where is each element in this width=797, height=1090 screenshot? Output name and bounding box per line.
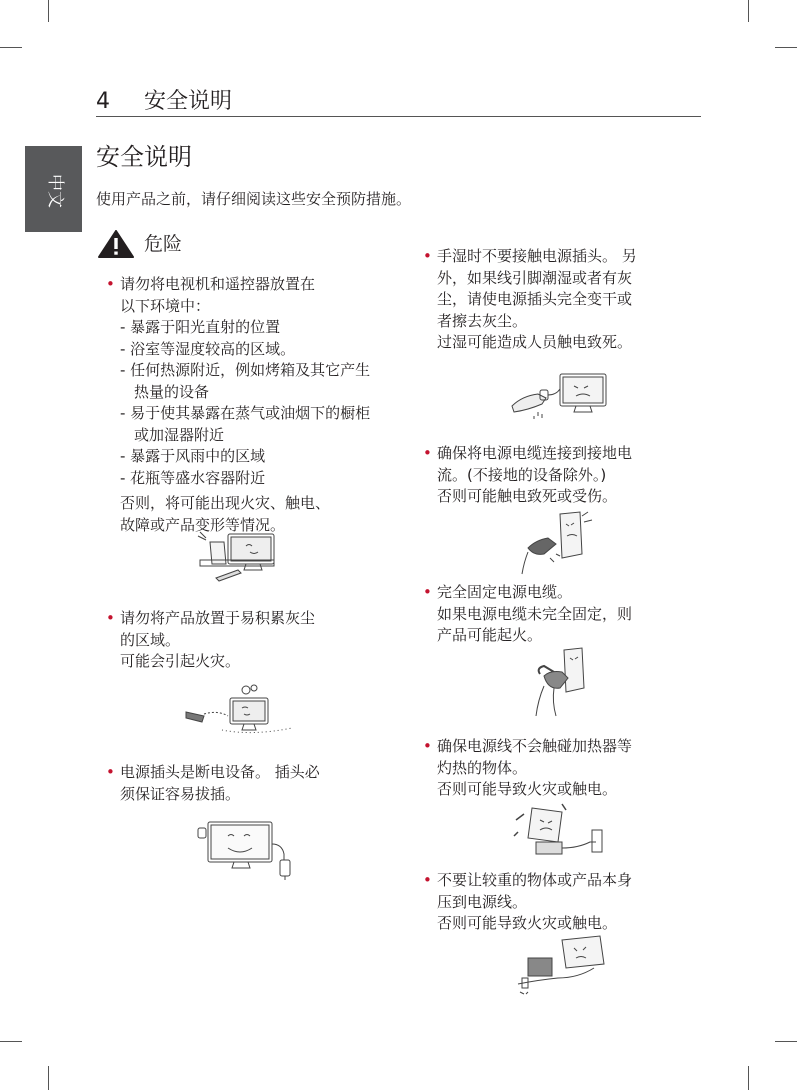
item-text: 手湿时不要接触电源插头。 另 <box>437 247 637 265</box>
item-text: 的区域。 <box>120 630 181 649</box>
sub-item: - 暴露于风雨中的区域 <box>120 447 266 465</box>
item-text: 否则可能导致火灾或触电。 <box>437 914 618 932</box>
item-text: 请勿将电视机和遥控器放置在 <box>120 275 316 293</box>
language-tab-label: 中文 <box>45 174 65 208</box>
item-text: 须保证容易拔插。 <box>120 784 241 803</box>
item-text: 尘，请使电源插头完全变干或 <box>437 290 633 308</box>
item-text: 者擦去灰尘。 <box>437 311 528 330</box>
item-text: 完全固定电源电缆。 <box>437 583 573 601</box>
item-text: 灼热的物体。 <box>437 758 528 777</box>
bullet-icon: • <box>106 609 115 627</box>
cable-heater-illustration <box>512 802 604 860</box>
bullet-icon: • <box>423 871 432 889</box>
bullet-icon: • <box>423 444 432 462</box>
tv-dust-illustration <box>182 684 296 740</box>
item-text: 电源插头是断电设备。 插头必 <box>120 763 320 781</box>
warning-triangle-icon <box>98 230 134 258</box>
secure-cable-illustration <box>530 646 590 720</box>
bullet-icon: • <box>423 583 432 601</box>
item-text: 以下环境中： <box>120 296 211 315</box>
item-text: 确保电源线不会触碰加热器等 <box>437 737 633 755</box>
crop-mark <box>48 0 49 22</box>
bullet-icon: • <box>423 247 432 265</box>
page-header <box>96 88 701 117</box>
tv-plug-illustration <box>194 818 296 882</box>
sub-item: - 易于使其暴露在蒸气或油烟下的橱柜或加湿器附近 <box>120 404 371 444</box>
item-text: 如果电源电缆未完全固定，则 <box>437 604 633 623</box>
sub-item: - 暴露于阳光直射的位置 <box>120 318 281 336</box>
item-text: 可能会引起火灾。 <box>120 652 241 670</box>
sub-item: - 花瓶等盛水容器附近 <box>120 468 266 487</box>
danger-label: 危险 <box>144 233 183 255</box>
item-text: 产品可能起火。 <box>437 626 543 644</box>
heavy-object-cable-illustration <box>514 934 608 996</box>
sub-item: - 浴室等湿度较高的区域。 <box>120 339 296 358</box>
crop-mark <box>0 47 22 48</box>
intro-text: 使用产品之前，请仔细阅读这些安全预防措施。 <box>96 190 412 208</box>
sub-item: - 任何热源附近，例如烤箱及其它产生热量的设备 <box>120 361 371 401</box>
header-title: 安全说明 <box>144 89 233 114</box>
section-title: 安全说明 <box>96 143 192 171</box>
crop-mark <box>0 1041 22 1042</box>
tv-sunlight-illustration <box>196 530 282 590</box>
wet-hand-plug-illustration <box>508 366 614 424</box>
item-text: 不要让较重的物体或产品本身 <box>437 871 633 889</box>
item-text: 故障或产品变形等情况。 <box>120 515 286 534</box>
grounded-plug-illustration <box>510 508 606 578</box>
bullet-icon: • <box>423 737 432 755</box>
item-text: 请勿将产品放置于易积累灰尘 <box>120 609 316 627</box>
item-text: 确保将电源电缆连接到接地电 <box>437 444 633 462</box>
page-number: 4 <box>96 89 110 114</box>
item-text: 过湿可能造成人员触电致死。 <box>437 333 633 351</box>
item-text: 否则可能触电致死或受伤。 <box>437 487 618 505</box>
crop-mark <box>775 1041 797 1042</box>
crop-mark <box>748 0 749 22</box>
bullet-icon: • <box>106 763 115 781</box>
crop-mark <box>748 1066 749 1090</box>
language-tab <box>25 146 82 232</box>
crop-mark <box>775 47 797 48</box>
item-text: 否则，将可能出现火灾、触电、 <box>120 494 331 512</box>
crop-mark <box>48 1066 49 1090</box>
bullet-icon: • <box>106 275 115 293</box>
item-text: 外，如果线引脚潮湿或者有灰 <box>437 268 633 287</box>
item-text: 否则可能导致火灾或触电。 <box>437 780 618 798</box>
item-text: 压到电源线。 <box>437 892 528 911</box>
item-text: 流。(不接地的设备除外。) <box>437 465 607 484</box>
